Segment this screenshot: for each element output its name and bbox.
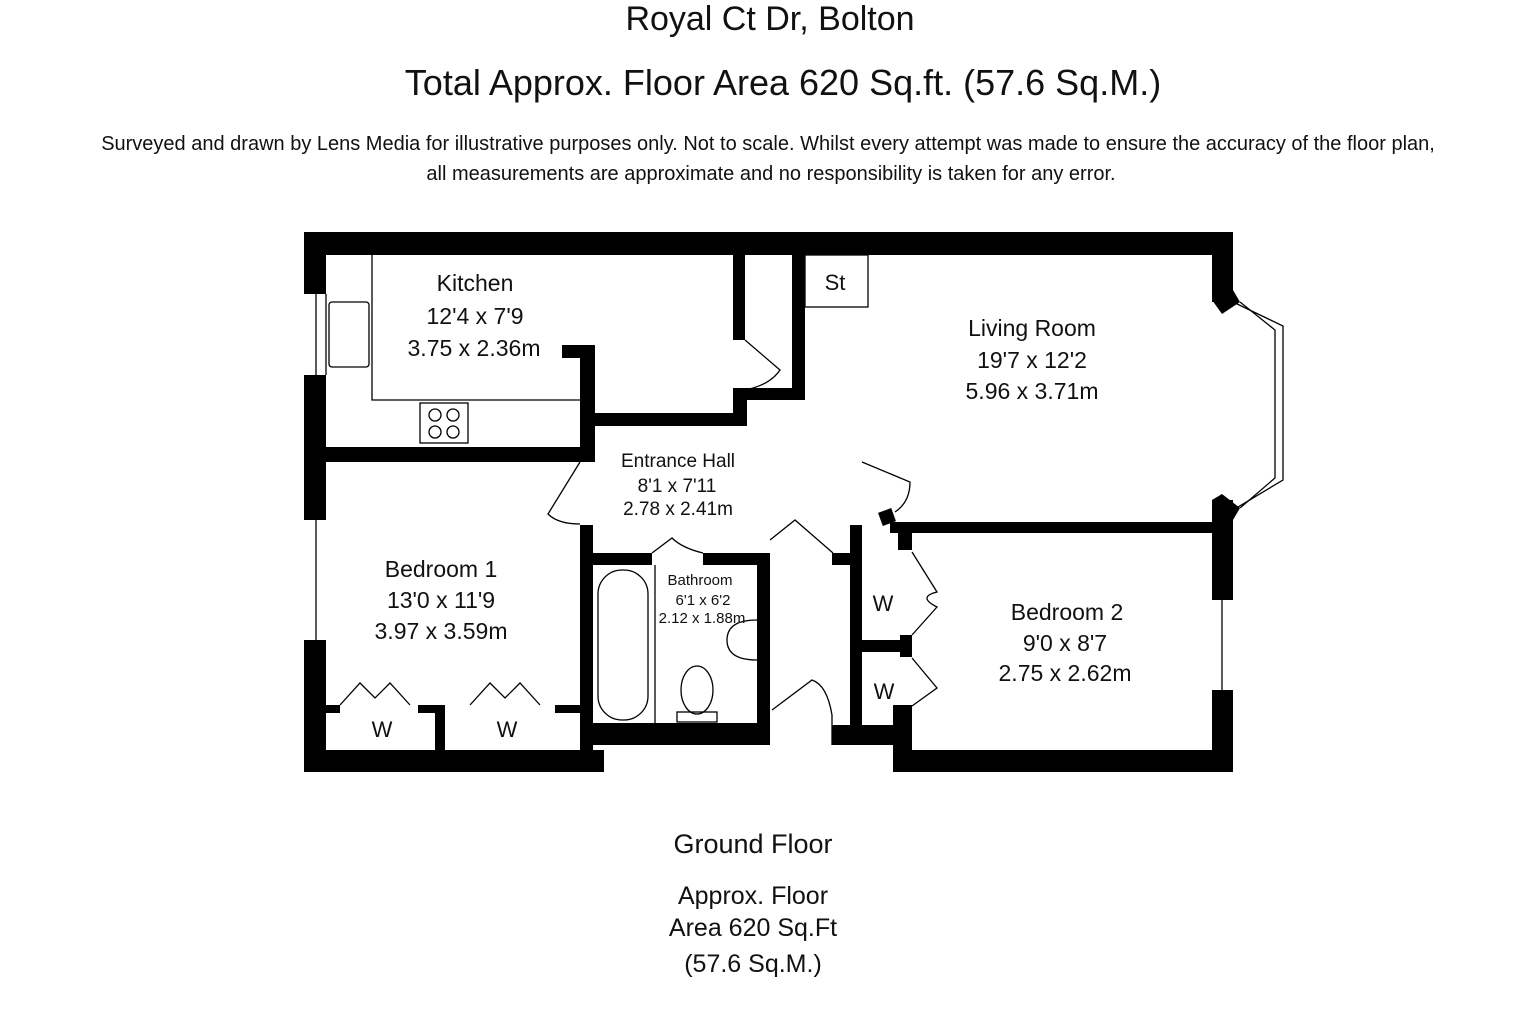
wardrobe-label: W [872, 591, 894, 616]
disclaimer-line-1: Surveyed and drawn by Lens Media for illustrative purposes only. Not to scale. Whilst every attempt was made to ensure the accuracy of the floor plan, [101, 133, 1435, 155]
living-imperial: 19'7 x 12'2 [977, 347, 1087, 373]
bathroom-imperial: 6'1 x 6'2 [675, 592, 731, 609]
room-labels [372, 270, 1132, 742]
kitchen-metric: 3.75 x 2.36m [407, 335, 541, 361]
kitchen-imperial: 12'4 x 7'9 [426, 303, 524, 329]
bedroom1-name: Bedroom 1 [384, 556, 498, 582]
kitchen-name: Kitchen [436, 270, 514, 296]
floor-area-line-3: (57.6 Sq.M.) [684, 950, 822, 978]
bathroom-metric: 2.12 x 1.88m [658, 610, 746, 627]
living-name: Living Room [968, 315, 1096, 341]
bedroom1-metric: 3.97 x 3.59m [374, 618, 508, 644]
hall-metric: 2.78 x 2.41m [623, 499, 733, 520]
living-metric: 5.96 x 3.71m [965, 378, 1099, 404]
floor-area-line-1: Approx. Floor [677, 882, 829, 910]
wardrobe-label: W [371, 717, 393, 742]
bathroom-name: Bathroom [667, 572, 733, 589]
hall-name: Entrance Hall [620, 451, 736, 472]
bedroom2-imperial: 9'0 x 8'7 [1022, 630, 1108, 656]
bedroom1-imperial: 13'0 x 11'9 [386, 587, 496, 613]
plan-title: Royal Ct Dr, Bolton [625, 0, 915, 38]
floor-name: Ground Floor [673, 829, 833, 859]
wardrobe-label: W [496, 717, 518, 742]
disclaimer-line-2: all measurements are approximate and no responsibility is taken for any error. [426, 163, 1116, 185]
bedroom2-name: Bedroom 2 [1010, 599, 1124, 625]
hall-imperial: 8'1 x 7'11 [637, 476, 717, 497]
wardrobe-label: W [873, 679, 895, 704]
total-area: Total Approx. Floor Area 620 Sq.ft. (57.6 Sq.M.) [404, 62, 1162, 103]
floor-area-line-2: Area 620 Sq.Ft [668, 914, 838, 942]
bedroom2-metric: 2.75 x 2.62m [998, 660, 1132, 686]
store-label: St [824, 270, 846, 295]
